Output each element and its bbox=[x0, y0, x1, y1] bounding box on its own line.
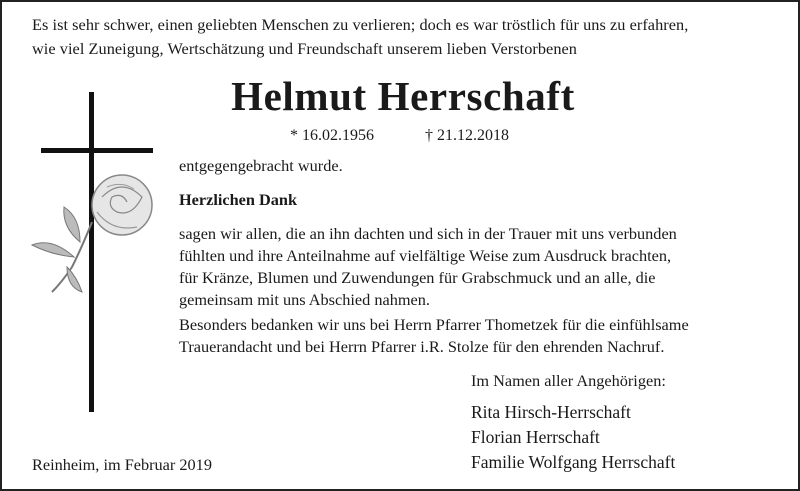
intro-text bbox=[32, 13, 792, 61]
rose-icon bbox=[22, 167, 172, 297]
continuation-text: entgegengebracht wurde. bbox=[179, 156, 343, 175]
thanks-paragraph bbox=[179, 223, 779, 311]
death-date: † 21.12.2018 bbox=[425, 127, 509, 144]
paragraph-line: Besonders bedanken wir uns bei Herrn Pfarrer Thometzek für die einfühlsame bbox=[179, 315, 689, 334]
signature-intro: Im Namen aller Angehörigen: bbox=[471, 371, 666, 390]
signature-name: Rita Hirsch-Herrschaft bbox=[471, 402, 631, 422]
special-thanks-paragraph bbox=[179, 314, 799, 358]
paragraph-line: sagen wir allen, die an ihn dachten und sich in der Trauer mit uns verbunden bbox=[179, 224, 677, 243]
intro-line: wie viel Zuneigung, Wertschätzung und Freundschaft unserem lieben Verstorbenen bbox=[32, 39, 577, 58]
thanks-heading: Herzlichen Dank bbox=[179, 190, 298, 209]
intro-line: Es ist sehr schwer, einen geliebten Menschen zu verlieren; doch es war tröstlich für uns zu erfahren, bbox=[32, 15, 689, 34]
paragraph-line: gemeinsam mit uns Abschied nahmen. bbox=[179, 290, 430, 309]
paragraph-line: Trauerandacht und bei Herrn Pfarrer i.R. Stolze für den ehrenden Nachruf. bbox=[179, 337, 665, 356]
signature-name: Florian Herrschaft bbox=[471, 427, 600, 447]
deceased-name: Helmut Herrschaft bbox=[231, 73, 575, 119]
place-date: Reinheim, im Februar 2019 bbox=[32, 455, 212, 474]
birth-date: * 16.02.1956 bbox=[290, 127, 374, 144]
paragraph-line: für Kränze, Blumen und Zuwendungen für Grabschmuck und an alle, die bbox=[179, 268, 656, 287]
signature-name: Familie Wolfgang Herrschaft bbox=[471, 452, 676, 472]
paragraph-line: fühlten und ihre Anteilnahme auf vielfältige Weise zum Ausdruck brachten, bbox=[179, 246, 672, 265]
